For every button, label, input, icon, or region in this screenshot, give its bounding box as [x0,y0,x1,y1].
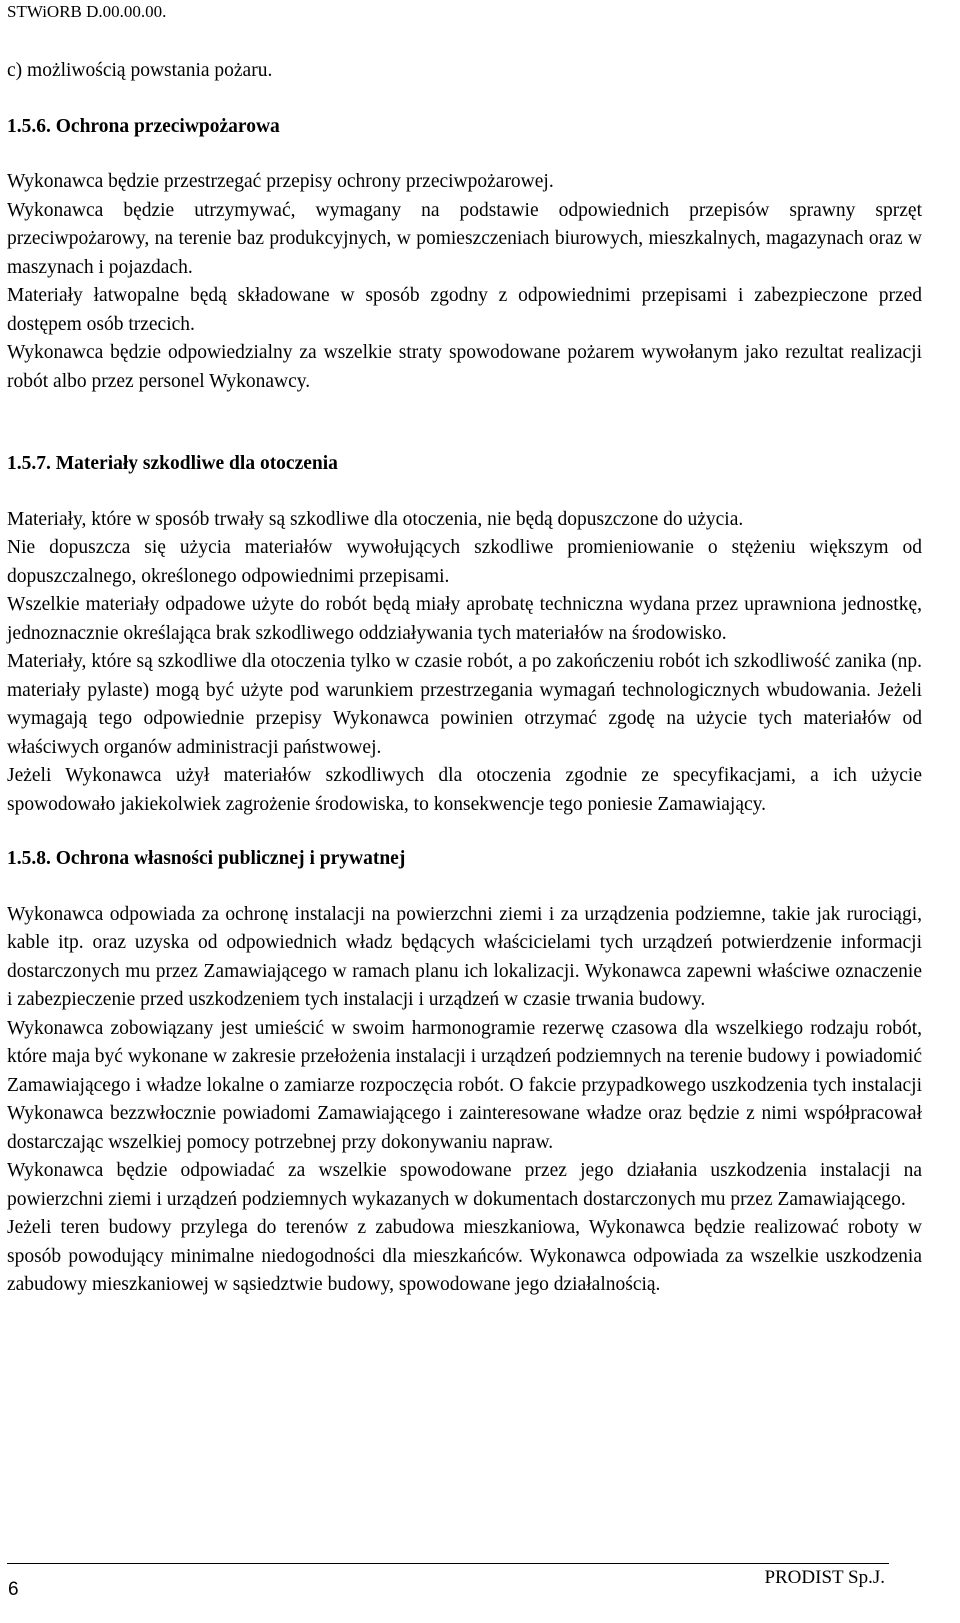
footer-company: PRODIST Sp.J. [764,1567,885,1588]
section-heading-harmful-materials: 1.5.7. Materiały szkodliwe dla otoczenia [7,453,338,474]
paragraph: Wykonawca będzie odpowiadać za wszelkie spowodowane przez jego działania uszkodzenia instalacji na powierzchni ziemi i urządzeń podziemnych wykazanych w dokumentach dostarczonych mu przez Zamawiającego. [7,1160,922,1210]
paragraph: Nie dopuszcza się użycia materiałów wywołujących szkodliwe promieniowanie o stężeniu większym od dopuszczalnego, określonego odpowiednimi przepisami. [7,537,922,587]
paragraph: Wykonawca będzie przestrzegać przepisy ochrony przeciwpożarowej. [7,171,554,192]
footer-divider [7,1563,889,1564]
paragraph: Materiały łatwopalne będą składowane w sposób zgodny z odpowiednimi przepisami i zabezpieczone przed dostępem osób trzecich. [7,285,922,335]
paragraph: Wykonawca będzie utrzymywać, wymagany na podstawie odpowiednich przepisów sprawny sprzęt przeciwpożarowy, na terenie baz produkcyjnych, w pomieszczeniach biurowych, mieszkalnych, magazynach oraz w maszynach i pojazdach. [7,199,922,278]
paragraph: Wykonawca będzie odpowiedzialny za wszelkie straty spowodowane pożarem wywołanym jako rezultat realizacji robót albo przez personel Wykonawcy. [7,342,922,392]
section-heading-property-protection: 1.5.8. Ochrona własności publicznej i prywatnej [7,848,406,869]
paragraph: Jeżeli Wykonawca użył materiałów szkodliwych dla otoczenia zgodnie ze specyfikacjami, a ich użycie spowodowało jakiekolwiek zagrożenie środowiska, to konsekwencje tego poniesie Zamawiający. [7,765,922,815]
document-header: STWiORB D.00.00.00. [7,2,167,21]
paragraph: Wykonawca zobowiązany jest umieścić w swoim harmonogramie rezerwę czasowa dla wszelkiego rodzaju robót, które maja być wykonane w zakresie przełożenia instalacji i urządzeń podziemnych na terenie budowy i powiadomić Zamawiającego i władze lokalne o zamiarze rozpoczęcia robót. O fakcie przypadkowego uszkodzenia tych instalacji Wykonawca bezzwłocznie powiadomi Zamawiającego i zainteresowane władze oraz będzie z nimi współpracował dostarczając wszelkiej pomocy potrzebnej przy dokonywaniu napraw. [7,1017,922,1153]
document-body [7,57,922,1300]
paragraph: Wykonawca odpowiada za ochronę instalacji na powierzchni ziemi i za urządzenia podziemne, takie jak rurociągi, kable itp. oraz uzyska od odpowiednich władz będących właścicielami tych urządzeń potwierdzenie informacji dostarczonych mu przez Zamawiającego w ramach planu ich lokalizacji. Wykonawca zapewni właściwe oznaczenie i zabezpieczenie przed uszkodzeniem tych instalacji i urządzeń w czasie trwania budowy. [7,903,922,1010]
paragraph: Wszelkie materiały odpadowe użyte do robót będą miały aprobatę techniczna wydana przez uprawniona jednostkę, jednoznacznie określająca brak szkodliwego oddziaływania tych materiałów na środowisko. [7,594,922,644]
intro-line: c) możliwością powstania pożaru. [7,60,273,81]
paragraph: Materiały, które w sposób trwały są szkodliwe dla otoczenia, nie będą dopuszczone do użycia. [7,508,744,530]
page-number: 6 [8,1579,19,1600]
section-heading-fire-protection: 1.5.6. Ochrona przeciwpożarowa [7,115,280,137]
paragraph: Materiały, które są szkodliwe dla otoczenia tylko w czasie robót, a po zakończeniu robót ich szkodliwość zanika (np. materiały pylaste) mogą być użyte pod warunkiem przestrzegania wymagań technologicznych wbudowania. Jeżeli wymagają tego odpowiednie przepisy Wykonawca powinien otrzymać zgodę na użycie tych materiałów od właściwych organów administracji państwowej. [7,651,922,758]
paragraph: Jeżeli teren budowy przylega do terenów z zabudowa mieszkaniowa, Wykonawca będzie realizować roboty w sposób powodujący minimalne niedogodności dla mieszkańców. Wykonawca odpowiada za wszelkie uszkodzenia zabudowy mieszkaniowej w sąsiedztwie budowy, spowodowane jego działalnością. [7,1217,922,1295]
